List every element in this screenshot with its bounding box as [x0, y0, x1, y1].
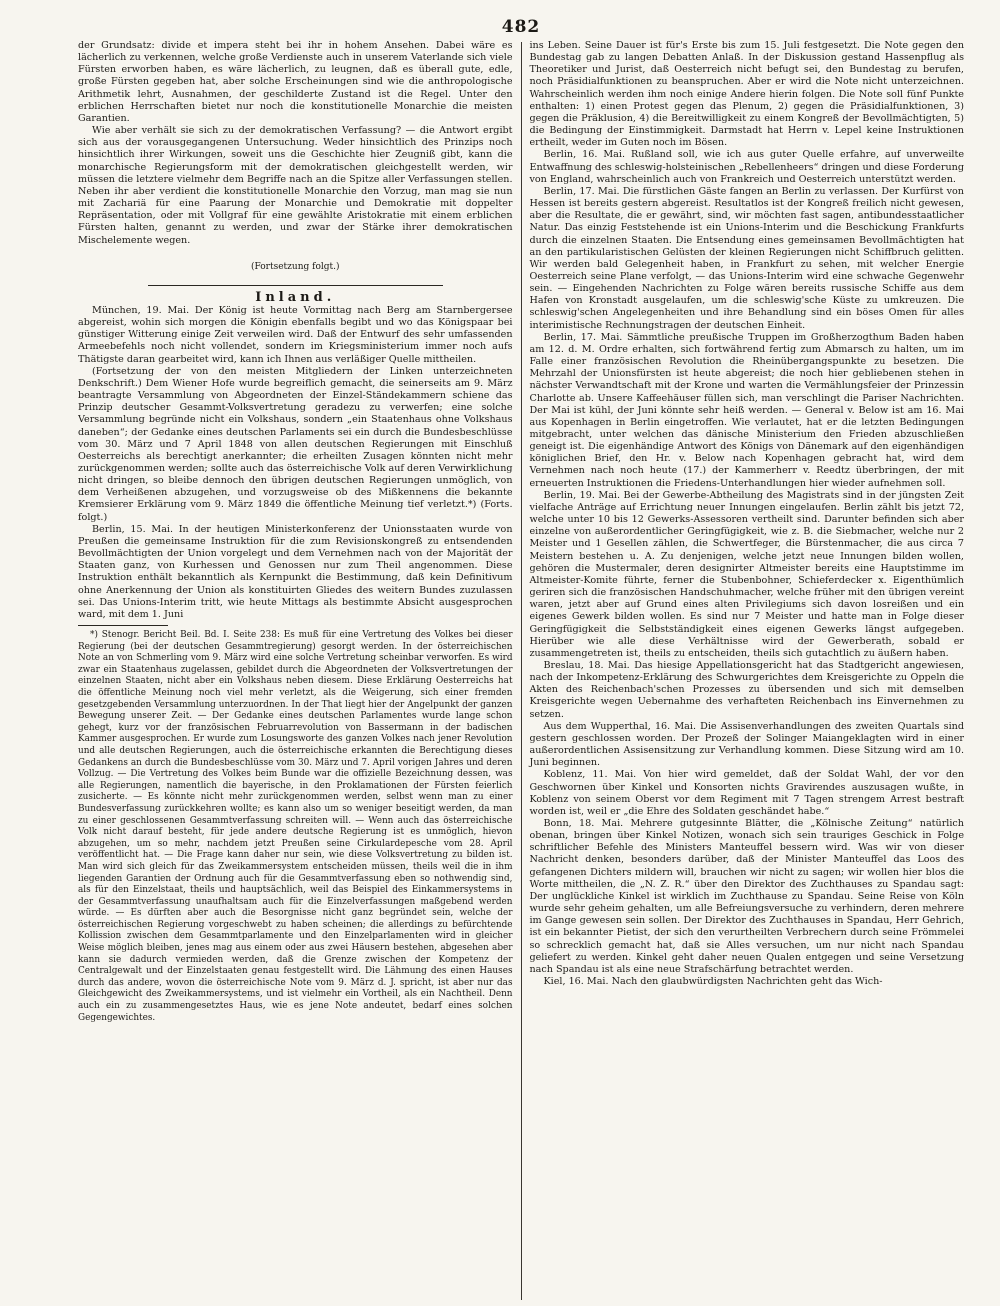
news-article: Bonn, 18. Mai. Mehrere gutgesinnte Blätter, die „Kölnische Zeitung“ natürlich obenan, bringen über Kinkel Notizen, wonach sich sein trauriges Geschick in Folge schriftlicher Befehle des Ministers Manteuffel bessern wird. Was wir von dieser Nachricht denken, besonders darüber, daß der Minister Manteuffel das Loos des gefangenen Dichters mildern will, brauchen wir nicht zu sagen; wir wollen hier blos die Worte mittheilen, die „N. Z. R.“ über den Direktor des Zuchthauses zu Spandau sagt: Der unglückliche Kinkel ist wirklich im Zuchthause zu Spandau. Seine Reise von Köln wurde sehr geheim gehalten, um alle Befreiungsversuche zu verhindern, deren mehrere im Gange gewesen sein sollen. Der Direktor des Zuchthauses in Spandau, Herr Gehrich, ist ein bekannter Pietist, der sich den verurtheilten Verbrechern durch seine Frömmelei so schrecklich gemacht hat, daß sie Alles versuchen, um nur nicht nach Spandau geliefert zu werden. Kinkel geht daher neuen Qualen entgegen und seine Versetzung nach Spandau ist als eine neue Strafschärfung betrachtet werden. [529, 818, 964, 975]
news-article: München, 19. Mai. Der König ist heute Vormittag nach Berg am Starnbergersee abgereist, wohin sich morgen die Königin ebenfalls begibt und wo das Königspaar bei günstiger Witterung einige Zeit verweilen wird. Daß der Entwurf des sehr umfassenden Armeebefehls noch nicht vollendet, sondern im Kriegsministerium immer noch aufs Thätigste daran gearbeitet wird, kann ich Ihnen aus verläßiger Quelle mittheilen. [78, 304, 513, 365]
section-title: Inland. [255, 289, 336, 305]
news-article: Koblenz, 11. Mai. Von hier wird gemeldet, daß der Soldat Wahl, der vor den Geschwornen über Kinkel und Konsorten nichts Gravirendes auszusagen wußte, in Koblenz von seinem Oberst vor dem Regiment mit 7 Tagen strengem Arrest bestraft worden ist, weil er „die Ehre des Soldaten geschändet habe.“ [529, 769, 964, 817]
news-article: ins Leben. Seine Dauer ist für's Erste bis zum 15. Juli festgesetzt. Die Note gegen den Bundestag gab zu langen Debatten Anlaß. In der Diskussion gestand Hassenpflug als Theoretiker und Jurist, daß Oesterreich nicht befugt sei, den Bundestag zu berufen, noch Präsidialfunktionen zu beanspruchen. Aber er wird die Note nicht unterzeichnen. Wahrscheinlich werden ihm noch einige Andere hierin folgen. Die Note soll fünf Punkte enthalten: 1) einen Protest gegen das Plenum, 2) gegen die Präsidialfunktionen, 3) gegen die Präklusion, 4) die Bereitwilligkeit zu einem Kongreß der Bevollmächtigten, 5) die Bedingung der Einstimmigkeit. Darmstadt hat Herrn v. Lepel keine Instruktionen ertheilt, weder im Guten noch im Bösen. [529, 40, 964, 149]
left-column [78, 40, 521, 1302]
footnote [78, 630, 513, 1024]
columns [78, 40, 964, 1302]
news-article: Berlin, 17. Mai. Sämmtliche preußische Truppen im Großherzogthum Baden haben am 12. d. M. Ordre erhalten, sich fortwährend fertig zum Abmarsch zu halten, um im Falle einer französischen Revolution die Rheinübergangspunkte zu besetzen. Die Mehrzahl der Unionsfürsten ist heute abgereist; die noch hier gebliebenen stehen in nächster Verwandtschaft mit der Krone und warten die Vermählungsfeier der Prinzessin Charlotte ab. Unsere Kaffeehäuser füllen sich, man verschlingt die Pariser Nachrichten. Der Mai ist kühl, der Juni könnte sehr heiß werden. — General v. Below ist am 16. Mai aus Kopenhagen in Berlin eingetroffen. Wie verlautet, hat er die letzten Bedingungen mitgebracht, unter welchen das dänische Ministerium den Frieden abzuschließen geneigt ist. Die eigenhändige Antwort des Königs von Dänemark auf den eigenhändigen königlichen Brief, den Hr. v. Below nach Kopenhagen gebracht hat, wird dem Vernehmen nach noch heute (17.) der Kammerherr v. Reedtz überbringen, der mit erneuerten Instruktionen die Friedens-Unterhandlungen hier wieder aufnehmen soll. [529, 331, 964, 489]
news-article: Berlin, 15. Mai. In der heutigen Ministerkonferenz der Unionsstaaten wurde von Preußen die gemeinsame Instruktion für die zum Revisionskongreß zu entsendenden Bevollmächtigten der Union vorgelegt und dem Vernehmen nach von der Majorität der Staaten ganz, von Kurhessen und Genossen nur zum Theil angenommen. Diese Instruktion enthält bekanntlich als Kernpunkt die Bestimmung, daß kein Definitivum ohne Anerkennung der Union als konstituirten Gliedes des weitern Bundes zuzulassen sei. Das Unions-Interim tritt, wie heute Mittags als bestimmte Absicht ausgesprochen ward, mit dem 1. Juni [78, 523, 513, 620]
essay-paragraph: Wie aber verhält sie sich zu der demokratischen Verfassung? — die Antwort ergibt sich aus der vorausgegangenen Untersuchung. Weder hinsichtlich des Prinzips noch hinsichtlich ihrer Wirkungen, soweit uns die Geschichte hier Zeugniß gibt, kann die monarchische Regierungsform mit der demokratischen gleichgestellt werden, wir müssen die letztere vielmehr dem Begriffe nach an die Spitze aller Verfassungen stellen. Neben ihr aber verdient die konstitutionelle Monarchie den Vorzug, man mag sie nun mit Zachariä für eine Paarung der Monarchie und Demokratie mit doppelter Repräsentation, oder mit Vollgraf für eine gewählte Aristokratie mit einem erblichen Fürsten halten, genannt zu werden, und zwar der Stärke ihrer demokratischen Mischelemente wegen. [78, 125, 513, 246]
news-article: Kiel, 16. Mai. Nach den glaubwürdigsten Nachrichten geht das Wich- [543, 976, 883, 988]
essay-paragraph: der Grundsatz: divide et impera steht bei ihr in hohem Ansehen. Dabei wäre es lächerlich zu verkennen, welche große Verdienste auch in unserem Vaterlande sich viele Fürsten erworben haben, es wäre lächerlich, zu leugnen, daß es überall gute, edle, große Fürsten gegeben hat, aber solche Erscheinungen sind wie die anthropologische Arithmetik lehrt, Ausnahmen, der geschilderte Zustand ist die Regel. Unter den erblichen Herrschaften bietet nur noch die konstitutionelle Monarchie die meisten Garantien. [78, 40, 513, 124]
news-article: (Fortsetzung der von den meisten Mitgliedern der Linken unterzeichneten Denkschrift.) Dem Wiener Hofe wurde begreiflich gemacht, die seinerseits am 9. März beantragte Versammlung von Abgeordneten der Einzel-Ständekammern schiene das Prinzip deutscher Gesammt-Volksvertretung geradezu zu verwerfen; eine solche Versammlung begründe nicht ein Volkshaus, sondern „ein Staatenhaus ohne Volkshaus daneben“; der Gedanke eines deutschen Parlaments sei ein durch die Bundesbeschlüsse vom 30. März und 7 April 1848 von allen deutschen Regierungen mit Einschluß Oesterreichs als berechtigt anerkannter; die erheilten Zusagen könnten nicht mehr zurückgenommen werden; sollte auch das österreichische Volk auf deren Verwirklichung nicht dringen, so bleibe dennoch den übrigen deutschen Regierungen unmöglich, von dem Verheißenen abzugehen, und vorzugsweise ob des Mißkennens die bekannte Kremsierer Erklärung vom 9. März 1849 die öffentliche Meinung tief verletzt.*) (Forts. folgt.) [78, 365, 513, 523]
page-number: 482 [501, 17, 541, 37]
news-article: Berlin, 16. Mai. Rußland soll, wie ich aus guter Quelle erfahre, auf unverweilte Entwaffnung des schleswig-holsteinischen „Rebellenheers“ dringen und diese Forderung von England, wahrscheinlich auch von Frankreich und Oesterreich unterstützt werden. [529, 149, 964, 185]
news-article: Breslau, 18. Mai. Das hiesige Appellationsgericht hat das Stadtgericht angewiesen, nach der Inkompetenz-Erklärung des Schwurgerichtes dem Kreisgerichte zu Oppeln die Akten des Reichenbach'schen Prozesses zu übersenden und sich mit demselben Kreisgerichte wegen Uebernahme des verhafteten Reichenbach ins Einvernehmen zu setzen. [529, 659, 964, 720]
footnote-rule [78, 625, 168, 626]
continued-note: (Fortsetzung folgt.) [251, 261, 340, 272]
right-column [521, 40, 964, 1302]
footnote-text: *) Stenogr. Bericht Beil. Bd. I. Seite 238: Es muß für eine Vertretung des Volkes bei dieser Regierung (bei der deutschen Gesammtregierung) gesorgt werden. In der österreichischen Note an von Schmerling vom 9. März wird eine solche Vertretung scheinbar verworfen. Es wird zwar ein Staatenhaus zugelassen, gebildet durch die Abgeordneten der Volksvertretungen der einzelnen Staaten, nicht aber ein Volkshaus neben diesem. Diese Erklärung Oesterreichs hat die öffentliche Meinung noch viel mehr verletzt, als die Weigerung, sich einer fremden gesetzgebenden Versammlung unterzuordnen. In der That liegt hier der Angelpunkt der ganzen Bewegung unserer Zeit. — Der Gedanke eines deutschen Parlamentes wurde lange schon gehegt, kurz vor der französischen Februarrevolution von Bassermann in der badischen Kammer ausgesprochen. Er wurde zum Losungsworte des ganzen Volkes nach jener Revolution und alle deutschen Regierungen, auch die österreichische erkannten die Berechtigung dieses Gedankens an durch die Bundesbeschlüsse vom 30. März und 7. April vorigen Jahres und deren Vollzug. — Die Vertretung des Volkes beim Bunde war die offizielle Bezeichnung dessen, was alle Regierungen, namentlich die bayerische, in den Proklamationen der Fürsten feierlich zusicherte. — Es könnte nicht mehr zurückgenommen werden, selbst wenn man zu einer Bundesverfassung zurückkehren wollte; es kann also um so weniger beseitigt werden, da man zu einer geschlossenen Gesammtverfassung schreiten will. — Wenn auch das österreichische Volk nicht darauf besteht, für jede andere deutsche Regierung ist es unmöglich, hievon abzugehen, um so mehr, nachdem jetzt Preußen seine Cirkulardepesche vom 28. April veröffentlicht hat. — Die Frage kann daher nur sein, wie diese Volksvertretung zu bilden ist. Man wird sich gleich für das Zweikammersystem entscheiden müssen, theils weil die in ihm liegenden Garantien der Ordnung auch für die Gesammtverfassung eben so nothwendig sind, als für den Einzelstaat, theils und hauptsächlich, weil das Beispiel des Einkammersystems in der Gesammtverfassung unaufhaltsam auch für die Einzelverfassungen maßgebend werden würde. — Es dürften aber auch die Besorgnisse nicht ganz begründet sein, welche der österreichischen Regierung vorgeschwebt zu haben scheinen; die allerdings zu befürchtende Kollission zwischen dem Gesammtparlamente und den Einzelparlamenten wird in gleicher Weise möglich bleiben, jenes mag aus einem oder aus zwei Häusern bestehen, abgesehen aber kann sie dadurch vermieden werden, daß die Grenze zwischen der Kompetenz der Centralgewalt und der Einzelstaaten genau festgestellt wird. Die Lähmung des einen Hauses durch das andere, wovon die österreichische Note vom 9. März d. J. spricht, ist aber nur das Gleichgewicht des Zweikammersystems, und ist vielmehr ein Vortheil, als ein Nachtheil. Denn auch ein zu zusammengesetztes Haus, wie es jene Note andeutet, bedarf eines solchen Gegengewichtes. [78, 630, 513, 1023]
news-article: Berlin, 17. Mai. Die fürstlichen Gäste fangen an Berlin zu verlassen. Der Kurfürst von Hessen ist bereits gestern abgereist. Resultatlos ist der Kongreß freilich nicht gewesen, aber die Resultate, die er gewährt, sind, wir möchten fast sagen, antibundesstaatlicher Natur. Das einzig Feststehende ist ein Unions-Interim und die Beschickung Frankfurts durch die einzelnen Staaten. Die Entsendung eines gemeinsamen Bevollmächtigten hat an den partikularistischen Gelüsten der kleinen Regierungen nicht Schiffbruch gelitten. Wir werden bald Gelegenheit haben, in Frankfurt zu sehen, mit welcher Energie Oesterreich seine Plane verfolgt, — das Unions-Interim wird eine schwache Gegenwehr sein. — Eingehenden Nachrichten zu Folge wären bereits russische Schiffe aus dem Hafen von Kronstadt ausgelaufen, um die schleswig'sche Küste zu umkreuzen. Die schleswig'schen Angelegenheiten und ihre Behandlung sind ein böses Omen für alles interimistische Rechnungstragen der deutschen Einheit. [529, 185, 964, 331]
news-article: Aus dem Wupperthal, 16. Mai. Die Assisenverhandlungen des zweiten Quartals sind gestern geschlossen worden. Der Prozeß der Solinger Maiangeklagten wird in einer außerordentlichen Assisensitzung zur Verhandlung kommen. Diese Sitzung wird am 10. Juni beginnen. [529, 720, 964, 769]
news-article: Berlin, 19. Mai. Bei der Gewerbe-Abtheilung des Magistrats sind in der jüngsten Zeit vielfache Anträge auf Errichtung neuer Innungen eingelaufen. Berlin zählt bis jetzt 72, welche unter 10 bis 12 Gewerks-Assessoren vertheilt sind. Darunter befinden sich aber einzelne von außerordentlicher Geringfügigkeit, wie z. B. die Siebmacher, welche nur 2 Meister und 1 Gesellen zählen, die Schwertfeger, die Bürstenmacher, die aus circa 7 Meistern bestehen u. A. Zu denjenigen, welche jetzt neue Innungen bilden wollen, gehören die Mustermaler, deren designirter Altmeister bereits eine Hauptstimme im Altmeister-Komite führte, ferner die Stubenbohner, Schieferdecker x. Eigenthümlich geriren sich die französischen Handschuhmacher, welche früher mit den übrigen vereint waren, jetzt aber auf Grund eines alten Privilegiums sich davon losreißen und ein eigenes Gewerk bilden wollen. Es sind nur 7 Meister und hatte man in Folge dieser Geringfügigkeit die Selbstständigkeit eines eigenen Gewerks längst aufgegeben. Hierüber wie alle diese Verhältnisse wird der Gewerberath, sobald er zusammengetreten ist, theils zu entscheiden, theils sich gutachtlich zu äußern haben. [529, 489, 964, 659]
section-rule [148, 285, 443, 286]
